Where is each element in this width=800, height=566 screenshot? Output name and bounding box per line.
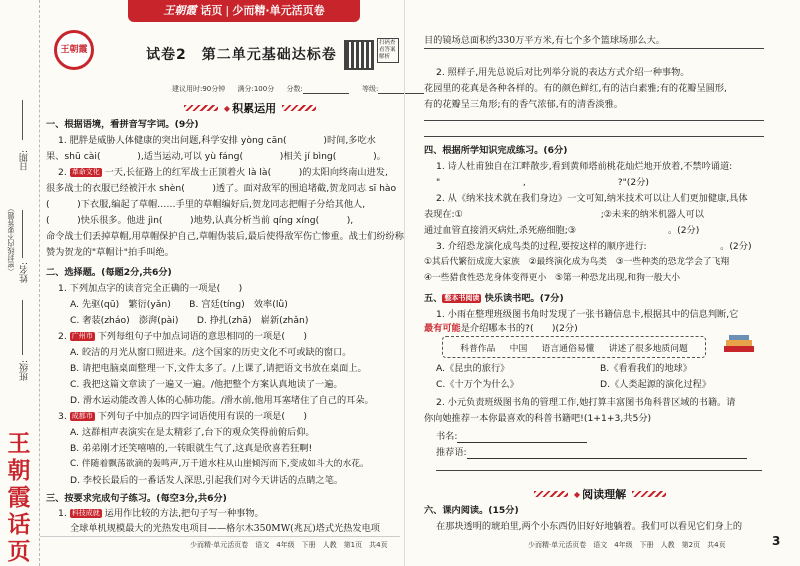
q6-heading: 六、课内阅读。(15分) <box>424 505 519 516</box>
answer-line[interactable] <box>424 136 764 137</box>
q1-line: 2. 革命文化 一天,长征路上的红军战士正顶着火 là là( )的太阳向终南山进发, <box>58 167 388 178</box>
brand-char: 页 <box>7 538 31 565</box>
qr-note: 扫码查看答案解析 <box>377 38 399 63</box>
divider <box>40 536 400 537</box>
q4-line: " , ?"(2分) <box>436 177 650 188</box>
recommend-blank[interactable] <box>467 449 747 459</box>
book-title-label: 书名: <box>436 430 587 443</box>
q3-line: 1. 科技成就 运用作比较的方法,把句子写一种事物。 <box>58 508 264 519</box>
q5-options: D.《人类起源的演化过程》 <box>600 379 712 390</box>
footer-left: 少而精·单元活页卷 语文 4年级 下册 人教 第1页 共4页 <box>190 541 388 549</box>
q5-line: 2. 小元负责班级图书角的管理工作,她打算丰富图书角科普区域的书籍。请 <box>436 397 736 408</box>
answer-line[interactable] <box>424 48 764 49</box>
section-banner-accumulate <box>150 100 350 116</box>
qr-code-icon[interactable] <box>344 40 374 70</box>
decor-zigzag <box>534 491 568 497</box>
q2-option: D. 滑水运动能改善人体的心肺功能。/滑水前,他用耳塞堵住了自己的耳朵。 <box>70 395 374 406</box>
q1-line: 果、shū cài( ),适当运动,可以 yù fáng( )相关 jí bìng( )。 <box>46 151 386 162</box>
region-tag: 广州市 <box>71 332 93 340</box>
brand-logo: 王朝霞 <box>54 30 94 70</box>
diamond-icon: ◆ <box>573 489 581 499</box>
name-blank <box>22 210 23 258</box>
banner-series: 少而精·单元活页卷 <box>232 4 325 17</box>
q6-passage: 在那块透明的琥珀里,两个小东西仍旧好好地躺着。我们可以看见它们身上的 <box>436 521 743 532</box>
exam-meta <box>172 84 432 94</box>
q1-line: 很多战士的衣服已经被汗水 shèn( )透了。面对敌军的围追堵截,贺龙同志 sī hào <box>46 183 397 194</box>
decor-zigzag <box>282 105 316 111</box>
q2-option: D. 李校长最后的一番话发人深思,引起我们对今天讲话的点睛之笔。 <box>70 475 344 486</box>
q2-option: A. 皎洁的月光从窗口照进来。/这个国家的历史文化不可或缺的窗口。 <box>70 347 352 358</box>
q2-options-1b: C. 奢装(zháo) 澎湃(pài) D. 挣扎(zhā) 崭新(zhǎn) <box>70 315 309 326</box>
q2-options-1: A. 先驱(qū) 繁衍(yǎn) B. 宫廷(tíng) 效率(lǜ) <box>70 299 288 310</box>
q1-line: 赞为贺龙的"草帽计"拍手叫绝。 <box>46 247 174 258</box>
q2-option: B. 请把电脑桌面整理一下,文件太多了。/上课了,请把语文书放在桌面上。 <box>70 363 367 374</box>
q1-heading: 一、根据语境，看拼音写字词。(9分) <box>46 119 199 130</box>
decor-zigzag <box>184 105 218 111</box>
margin-brand <box>4 430 34 565</box>
q3-line: 花园里的花真是各种各样的。有的颜色鲜红,有的洁白素雅;有的花瓣呈圆形, <box>424 83 727 94</box>
q1-line: 命令战士们丢掉草帽,用草帽保护自己,草帽伪装后,最后使得敌军伤亡惨重。战士们纷纷称 <box>46 231 404 242</box>
score-label: 分数: <box>286 85 303 93</box>
grade-label: 等级: <box>362 85 379 93</box>
diamond-icon: ◆ <box>223 103 231 113</box>
q4-options: ①其后代繁衍成庞大家族 ②最终演化成为鸟类 ③一些种类的恐龙学会了飞翔 <box>424 257 730 267</box>
q1-line: 1. 肥胖是威胁人体健康的突出问题,科学安排 yòng cān( )时间,多吃水 <box>58 135 376 146</box>
section-banner-reading <box>500 486 700 502</box>
q1-line: ( )快乐很多。他进 jìn( )地势,认真分析当前 qíng xíng( ), <box>46 215 354 226</box>
time-label: 建议用时:90分钟 <box>172 85 226 93</box>
q5-heading: 五、 整本书阅读 快乐读书吧。(7分) <box>424 293 564 304</box>
q2-stem-1: 1. 下列加点字的读音完全正确的一项是( ) <box>58 283 243 294</box>
page-divider <box>404 0 405 566</box>
class-label: 班级: <box>20 360 30 382</box>
top-banner: 王朝霞 话页 | 少而精·单元活页卷 <box>128 0 360 22</box>
date-blank <box>22 100 23 140</box>
q1-line: ( )下衣服,编起了草帽……手里的草帽编好后,贺龙同志把帽子分给其他人, <box>46 199 366 210</box>
card-item: 中国 <box>509 343 528 354</box>
q4-heading: 四、根据所学知识完成练习。(6分) <box>424 145 568 156</box>
footer-right: 少而精·单元活页卷 语文 4年级 下册 人教 第2页 共4页 <box>528 541 726 549</box>
brand-char: 霞 <box>7 484 31 511</box>
q5-options: A.《昆虫的旅行》 <box>436 363 510 374</box>
date-label: 日期: <box>20 150 30 172</box>
q5-line: 你向她推荐一本你最喜欢的科普书籍吧!(1+1+3,共5分) <box>424 413 652 424</box>
name-label: 姓名: <box>20 262 30 284</box>
class-blank <box>22 300 23 355</box>
decor-zigzag <box>632 491 666 497</box>
answer-line[interactable] <box>424 120 764 121</box>
q3-line: 目的镜场总面积约330万平方米,有七个多个篮球场那么大。 <box>424 35 665 46</box>
section-title: 阅读理解 <box>582 488 627 501</box>
banner-brand: 王朝霞 <box>163 4 197 17</box>
section-title: 积累运用 <box>232 102 277 115</box>
grade-blank[interactable] <box>378 84 424 94</box>
books-icon <box>720 334 760 356</box>
q3-line: 有的花瓣呈三角形;有的香气浓郁,有的清香淡雅。 <box>424 99 623 110</box>
card-item: 语言通俗易懂 <box>541 343 595 354</box>
q3-line: 2. 照样子,用先总说后对比列举分说的表达方式介绍一种事物。 <box>436 67 690 78</box>
card-item: 科普作品 <box>460 343 496 354</box>
brand-char: 话 <box>7 511 31 538</box>
q5-options: B.《看看我们的地球》 <box>600 363 692 374</box>
topic-tag: 整本书阅读 <box>444 294 480 302</box>
q2-stem-2: 2. 广州市 下列每组句子中加点词语的意思相同的一项是( ) <box>58 331 307 342</box>
q2-option: C. 伴随着飘荡欲滴的轰鸣声,万千道水柱从山崖倾泻而下,变成如斗大的水花。 <box>70 459 369 469</box>
score-blank[interactable] <box>303 84 349 94</box>
brand-char: 王 <box>7 430 31 457</box>
page-number: 3 <box>772 534 781 548</box>
topic-tag: 革命文化 <box>71 168 100 176</box>
q3-line: 全球单机规模最大的光热发电项目——格尔木350MW(兆瓦)塔式光热发电项 <box>70 523 380 534</box>
q5-line: 1. 小雨在整理班级图书角时发现了一张书籍信息卡,根据其中的信息判断,它 <box>436 309 739 320</box>
banner-brand-suffix: 话页 <box>200 4 223 17</box>
topic-tag: 科技成就 <box>71 509 100 517</box>
page-title: 试卷2 第二单元基础达标卷 <box>146 47 337 63</box>
q4-options: ④一些猎食性恐龙身体变得更小 ⑤第一种恐龙出现,和狗一般大小 <box>424 273 681 283</box>
q2-option: A. 这群相声表演实在是太精彩了,台下的观众笑得前俯后仰。 <box>70 427 315 438</box>
q2-heading: 二、选择题。(每题2分,共6分) <box>46 267 172 278</box>
q4-line: 3. 介绍恐龙演化成鸟类的过程,要按这样的顺序进行: 。(2分) <box>436 241 752 252</box>
q2-option: B. 弟弟刚才还笑嘻嘻的,一转眼就生气了,这真是欣喜若狂啊! <box>70 443 313 454</box>
full-score-label: 满分:100分 <box>237 85 275 93</box>
q4-line: 2. 从《纳米技术就在我们身边》一文可知,纳米技术可以让人们更加健康,具体 <box>436 193 748 204</box>
answer-line[interactable] <box>436 470 762 471</box>
recommend-label: 推荐语: <box>436 446 747 459</box>
q2-option: C. 我把这篇文章读了一遍又一遍。/他把整个方案认真地读了一遍。 <box>70 379 343 390</box>
book-info-card <box>442 336 706 358</box>
q2-stem-3: 3. 成都市 下列句子中加点的四字词语使用有误的一项是( ) <box>58 411 307 422</box>
brand-char: 朝 <box>7 457 31 484</box>
q4-line: 1. 诗人杜甫独自在江畔散步,看到黄师塔前桃花灿烂地开放着,不禁吟诵道: <box>436 161 733 172</box>
q4-line: 表现在:① ;②未来的纳米机器人可以 <box>424 209 704 220</box>
region-tag: 成都市 <box>71 412 93 420</box>
q4-line: 通过血管直接消灭病灶,杀死癌细胞;③ 。(2分) <box>424 225 700 236</box>
seal-note: （密封线内不要答题） <box>7 205 15 275</box>
q3-heading: 三、按要求完成句子练习。(每空3分,共6分) <box>46 493 227 504</box>
book-title-blank[interactable] <box>457 433 587 443</box>
q5-options: C.《十万个为什么》 <box>436 379 519 390</box>
card-item: 讲述了很多地质问题 <box>608 343 688 354</box>
q5-line: 最有可能是介绍哪本书的?( )(2分) <box>424 323 578 334</box>
